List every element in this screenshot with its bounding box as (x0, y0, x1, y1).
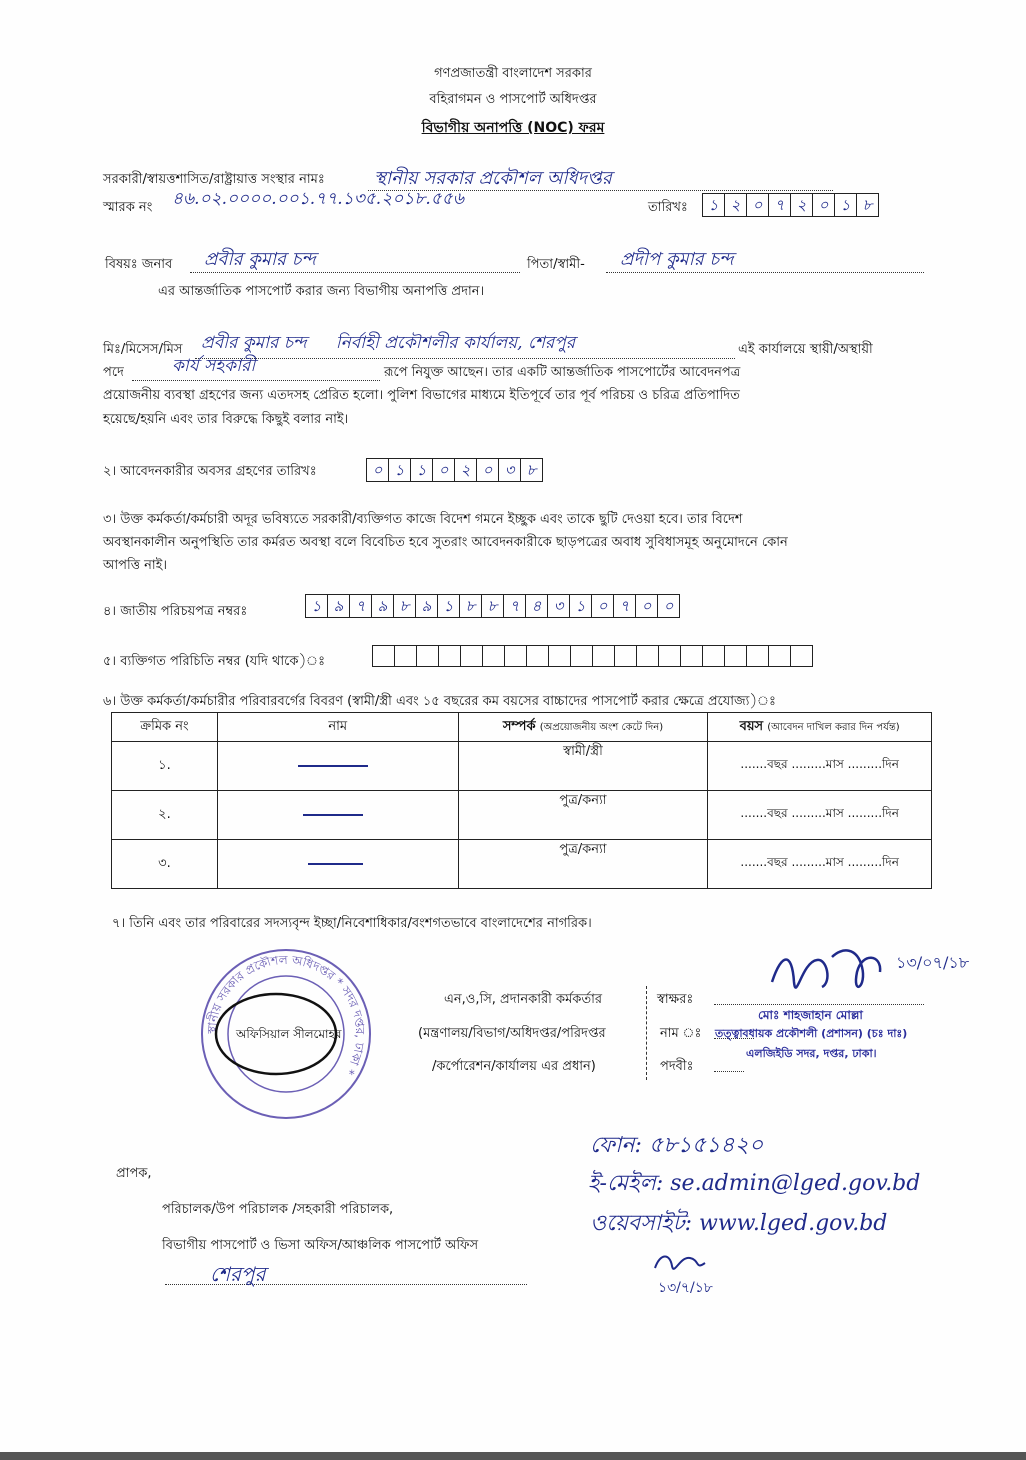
signatory-line3: /কর্পোরেশন/কার্যালয় এর প্রধান) (432, 1059, 596, 1074)
post-value: কার্য সহকারী (172, 356, 256, 376)
item3-line1: ৩। উক্ত কর্মকর্তা/কর্মচারী অদূর ভবিষ্যতে সরকারী/ব্যক্তিগত কাজে বিদেশ গমনে ইচ্ছুক এবং তাকে ছুটি দেওয়া হবে। তার বিদেশ (103, 512, 743, 527)
date-digit-box: ০ (747, 194, 769, 216)
blank-dash (308, 863, 363, 865)
date-digit-box: ১ (835, 194, 857, 216)
table-row (112, 840, 932, 889)
form-title: বিভাগীয় অনাপত্তি (NOC) ফরম (421, 120, 605, 136)
memo-date-boxes[interactable] (702, 193, 879, 217)
row-relation: স্বামী/স্ত্রী (458, 742, 708, 791)
blank-dash (303, 814, 363, 816)
org-label: সরকারী/স্বায়ত্তশাসিত/রাষ্ট্রায়াত্ত সংস্থার নামঃ (103, 172, 325, 187)
nid-digit-box: ৩ (548, 595, 570, 617)
row-name-cell[interactable] (217, 791, 458, 840)
nid-digit-box: ৭ (614, 595, 636, 617)
signatory-line1: এন,ও,সি, প্রদানকারী কর্মকর্তার (444, 992, 603, 1007)
employee-office-value: নির্বাহী প্রকৌশলীর কার্যালয়, শেরপুর (335, 333, 576, 353)
nid-digit-box: ১ (438, 595, 460, 617)
department-name: বহিরাগমন ও পাসপোর্ট অধিদপ্তর (429, 92, 597, 107)
nid-digit-box: ৯ (416, 595, 438, 617)
stamp-post: তত্ত্বাবধায়ক প্রকৌশলী (প্রশাসন) (চঃ দাঃ) (715, 1027, 908, 1040)
nid-digit-box: ৭ (350, 595, 372, 617)
row-relation: পুত্র/কন্যা (458, 840, 708, 889)
contact-email: ই-মেইল: se.admin@lged.gov.bd (588, 1171, 921, 1196)
relation-note: (অপ্রয়োজনীয় অংশ কেটে দিন) (539, 721, 664, 733)
subject-name-field[interactable] (190, 249, 520, 273)
pid-label: ৫। ব্যক্তিগত পরিচিতি নম্বর (যদি থাকে)ঃ (103, 654, 326, 669)
date-digit-box: ২ (725, 194, 747, 216)
memo-date-label: তারিখঃ (648, 200, 688, 215)
age-header: বয়স (739, 718, 764, 734)
pid-digit-box (659, 646, 681, 666)
name-label: নাম ঃ (660, 1026, 702, 1041)
name-header: নাম (217, 713, 458, 742)
seal-ring-text: স্থানীয় সরকার প্রকৌশল অধিদপ্তর * সদর দপ্তর, ঢাকা * (204, 952, 368, 1078)
memo-label: স্মারক নং (103, 200, 153, 215)
pid-digit-box (615, 646, 637, 666)
nid-digit-box: ০ (592, 595, 614, 617)
date-digit-box: ০ (813, 194, 835, 216)
pid-digit-box (791, 646, 812, 666)
pid-digit-box (395, 646, 417, 666)
para1-line2: রূপে নিযুক্ত আছেন। তার একটি আন্তর্জাতিক পাসপোর্টের আবেদনপত্র (384, 365, 741, 380)
pid-digit-box (769, 646, 791, 666)
pid-digit-box (483, 646, 505, 666)
signature-date: ১৩/০৭/১৮ (896, 953, 970, 972)
date-digit-box: ৭ (769, 194, 791, 216)
recipient-line2: বিভাগীয় পাসপোর্ট ও ভিসা অফিস/আঞ্চলিক পাসপোর্ট অফিস (162, 1238, 479, 1253)
family-table-header (112, 713, 932, 742)
contact-phone: ফোন: ৫৮১৫১৪২০ (590, 1133, 764, 1158)
office-text: এই কার্যালয়ে স্থায়ী/অস্থায়ী (738, 342, 873, 357)
date-digit-box: ০ (367, 459, 389, 481)
subject-label: বিষয়ঃ জনাব (105, 257, 173, 272)
post-title-label: পদবীঃ (660, 1059, 694, 1074)
nid-digit-box: ০ (663, 597, 674, 615)
father-label: পিতা/স্বামী- (527, 257, 585, 272)
pid-digit-box (373, 646, 395, 666)
nid-digit-box: ৮ (482, 595, 504, 617)
govt-name: গণপ্রজাতন্ত্রী বাংলাদেশ সরকার (434, 66, 592, 81)
memo-value: ৪৬.০২.০০০০.০০১.৭৭.১৩৫.২০১৮.৫৫৬ (172, 189, 464, 209)
recipient-place: শেরপুর (210, 1262, 266, 1286)
item3-line2: অবস্থানকালীন অনুপস্থিতি তার কর্মরত অবস্থা বলে বিবেচিত হবে সুতরাং আবেদনকারীকে ছাড়পত্রের অবাধ সুবিধাসমূহ অনুমোদনে কোন (103, 535, 788, 550)
row-age[interactable]: .......বছর .........মাস .........দিন (708, 791, 932, 840)
row-serial: ৩. (112, 840, 218, 889)
row-age[interactable]: .......বছর .........মাস .........দিন (708, 840, 932, 889)
initial-date: ১৩/৭/১৮ (658, 1280, 713, 1296)
initial-scribble (650, 1248, 710, 1278)
nid-digit-box: ৪ (526, 595, 548, 617)
post-title-field[interactable] (714, 1067, 744, 1072)
scan-edge (0, 1452, 1026, 1460)
seal-label: অফিসিয়াল সীলমোহর (236, 1027, 342, 1041)
family-table (111, 712, 932, 889)
date-digit-box: ২ (791, 194, 813, 216)
signatory-line2: (মন্ত্রণালয়/বিভাগ/অধিদপ্তর/পরিদপ্তর (418, 1026, 606, 1041)
retirement-label: ২। আবেদনকারীর অবসর গ্রহণের তারিখঃ (103, 464, 317, 479)
sign-label: স্বাক্ষরঃ (657, 992, 694, 1007)
stamp-name: মোঃ শাহজাহান মোল্লা (758, 1008, 863, 1022)
pid-digit-box (505, 646, 527, 666)
date-digit-box: ১ (703, 194, 725, 216)
blank-dash (298, 765, 368, 767)
employee-field[interactable] (195, 333, 735, 359)
age-note: (আবেদন দাখিল করার দিন পর্যন্ত) (767, 721, 900, 733)
citizenship-statement: ৭। তিনি এবং তার পরিবারের সদস্যবৃন্দ ইচ্ছা/নিবেশাধিকার/বংশগতভাবে বাংলাদেশের নাগরিক। (112, 916, 592, 931)
pid-digit-box (593, 646, 615, 666)
pid-digit-box (461, 646, 483, 666)
serial-header: ক্রমিক নং (112, 713, 218, 742)
item3-line3: আপত্তি নাই। (103, 558, 168, 573)
pid-digit-box (527, 646, 549, 666)
table-row (112, 742, 932, 791)
memo-field[interactable] (172, 186, 632, 212)
date-digit-box: ২ (455, 459, 477, 481)
row-serial: ১. (112, 742, 218, 791)
row-age[interactable]: .......বছর .........মাস .........দিন (708, 742, 932, 791)
row-relation: পুত্র/কন্যা (458, 791, 708, 840)
nid-label: ৪। জাতীয় পরিচয়পত্র নম্বরঃ (103, 604, 248, 619)
father-field[interactable] (606, 249, 924, 273)
father-value: প্রদীপ কুমার চন্দ (620, 249, 734, 270)
pid-digit-box (637, 646, 659, 666)
pid-boxes[interactable] (372, 645, 813, 667)
nid-digit-box: ৯ (328, 595, 350, 617)
post-label: পদে (103, 365, 124, 380)
relation-header: সম্পর্ক (502, 718, 536, 734)
date-digit-box: ১ (389, 459, 411, 481)
nid-boxes[interactable] (305, 594, 680, 618)
pid-digit-box (747, 646, 769, 666)
nid-digit-box: ১ (570, 595, 592, 617)
employee-name-value: প্রবীর কুমার চন্দ (201, 333, 307, 353)
pid-digit-box (439, 646, 461, 666)
retirement-date-boxes[interactable] (366, 458, 543, 482)
post-field[interactable] (132, 356, 380, 381)
recipient-line1: পরিচালক/উপ পরিচালক /সহকারী পরিচালক, (162, 1202, 394, 1217)
recipient-label: প্রাপক, (116, 1166, 152, 1181)
nid-digit-box: ৯ (372, 595, 394, 617)
row-serial: ২. (112, 791, 218, 840)
date-digit-box: ৮ (862, 196, 873, 214)
row-name-cell[interactable] (217, 840, 458, 889)
nid-digit-box: ৭ (504, 595, 526, 617)
date-digit-box: ৩ (499, 459, 521, 481)
para1-line3: প্রয়োজনীয় ব্যবস্থা গ্রহণের জন্য এতদসহ প্রেরিত হলো। পুলিশ বিভাগের মাধ্যমে ইতিপূর্বে তার পূর্ব পরিচয় ও চরিত্র প্রতিপাদিত (103, 388, 740, 403)
pid-digit-box (417, 646, 439, 666)
pid-digit-box (725, 646, 747, 666)
subject-line2: এর আন্তর্জাতিক পাসপোর্ট করার জন্য বিভাগীয় অনাপত্তি প্রদান। (158, 284, 485, 299)
stamp-office: এলজিইডি সদর, দপ্তর, ঢাকা। (746, 1047, 877, 1060)
pid-digit-box (549, 646, 571, 666)
table-row (112, 791, 932, 840)
nid-digit-box: ৮ (460, 595, 482, 617)
pid-digit-box (571, 646, 593, 666)
para1-line4: হয়েছে/হয়নি এবং তার বিরুদ্ধে কিছুই বলার নাই। (103, 412, 349, 427)
signature-divider (646, 986, 648, 1080)
nid-digit-box: ১ (306, 595, 328, 617)
pid-digit-box (703, 646, 725, 666)
row-name-cell[interactable] (217, 742, 458, 791)
org-value: স্থানীয় সরকার প্রকৌশল অধিদপ্তর (374, 168, 612, 189)
date-digit-box: ১ (411, 459, 433, 481)
nid-digit-box: ৮ (394, 595, 416, 617)
pid-digit-box (681, 646, 703, 666)
date-digit-box: ০ (433, 459, 455, 481)
subject-name-value: প্রবীর কুমার চন্দ (204, 249, 316, 270)
date-digit-box: ০ (477, 459, 499, 481)
nid-digit-box: ০ (636, 595, 658, 617)
family-label: ৬। উক্ত কর্মকর্তা/কর্মচারীর পরিবারবর্গের বিবরণ (স্বামী/স্ত্রী এবং ১৫ বছরের কম বয়সের বাচ্চাদের পাসপোর্ট করার ক্ষেত্রে প্রযোজ্য)ঃ (103, 694, 776, 709)
contact-website: ওয়েবসাইট: www.lged.gov.bd (590, 1211, 888, 1236)
salutation: মিঃ/মিসেস/মিস (103, 342, 183, 357)
date-digit-box: ৮ (526, 461, 537, 479)
